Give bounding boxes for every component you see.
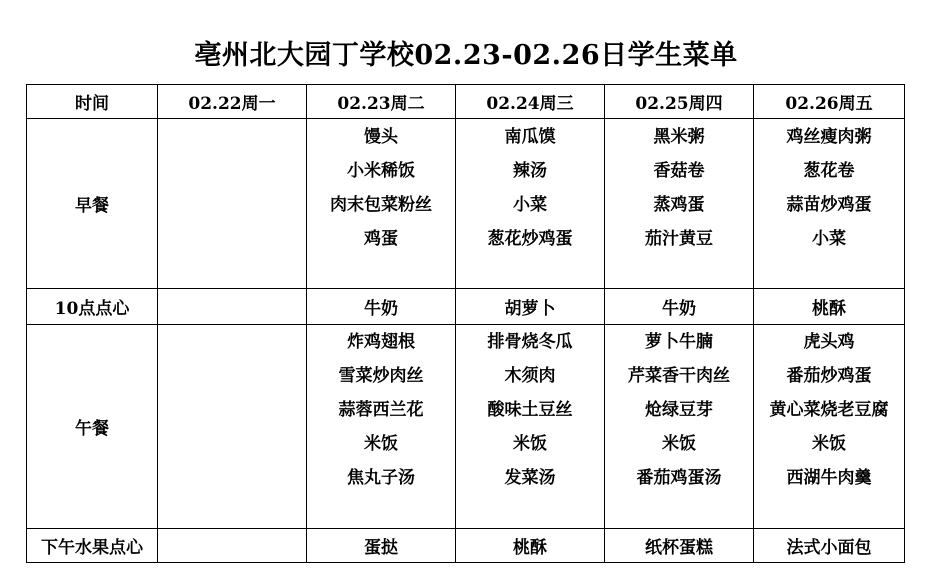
menu-item: 辣汤 (513, 161, 547, 181)
menu-item: 炸鸡翅根 (347, 332, 415, 352)
fruit-thu: 纸杯蛋糕 (605, 529, 754, 563)
header-wed: 02.24周三 (456, 85, 605, 119)
menu-item: 米饭 (662, 434, 696, 454)
header-time: 时间 (27, 85, 158, 119)
fruit-tue: 蛋挞 (307, 529, 456, 563)
menu-item: 萝卜牛腩 (645, 332, 713, 352)
menu-item: 木须肉 (504, 366, 556, 386)
menu-item: 雪菜炒肉丝 (338, 366, 424, 386)
menu-item: 西湖牛肉羹 (786, 468, 872, 488)
header-mon: 02.22周一 (158, 85, 307, 119)
menu-item: 芹菜香干肉丝 (628, 366, 730, 386)
menu-item: 馒头 (364, 127, 398, 147)
menu-item: 焦丸子汤 (347, 468, 415, 488)
menu-item: 小米稀饭 (347, 161, 415, 181)
menu-item: 酸味土豆丝 (487, 400, 573, 420)
snack-thu: 牛奶 (605, 289, 754, 325)
lunch-label: 午餐 (27, 325, 158, 529)
breakfast-tue (307, 119, 456, 289)
lunch-thu (605, 325, 754, 529)
fruit-fri: 法式小面包 (754, 529, 905, 563)
menu-item: 葱花卷 (803, 161, 855, 181)
lunch-tue (307, 325, 456, 529)
menu-item: 蒜蓉西兰花 (338, 400, 424, 420)
breakfast-fri (754, 119, 905, 289)
menu-item: 米饭 (513, 434, 547, 454)
menu-item: 肉末包菜粉丝 (330, 195, 432, 215)
menu-item: 黄心菜烧老豆腐 (769, 400, 889, 420)
header-row (27, 85, 905, 119)
lunch-mon (158, 325, 307, 529)
snack-label: 10点点心 (27, 289, 158, 325)
menu-item: 蒸鸡蛋 (653, 195, 705, 215)
snack-mon (158, 289, 307, 325)
breakfast-mon (158, 119, 307, 289)
lunch-row (27, 325, 905, 529)
snack-row (27, 289, 905, 325)
menu-item: 南瓜馍 (504, 127, 556, 147)
menu-table (26, 84, 905, 563)
snack-fri: 桃酥 (754, 289, 905, 325)
fruit-row (27, 529, 905, 563)
menu-item: 葱花炒鸡蛋 (487, 229, 573, 249)
header-tue: 02.23周二 (307, 85, 456, 119)
breakfast-label: 早餐 (27, 119, 158, 289)
menu-item: 米饭 (812, 434, 846, 454)
menu-item: 蒜苗炒鸡蛋 (786, 195, 872, 215)
header-fri: 02.26周五 (754, 85, 905, 119)
lunch-fri (754, 325, 905, 529)
fruit-wed: 桃酥 (456, 529, 605, 563)
menu-item: 香菇卷 (653, 161, 705, 181)
snack-tue: 牛奶 (307, 289, 456, 325)
header-thu: 02.25周四 (605, 85, 754, 119)
menu-item: 鸡丝瘦肉粥 (786, 127, 872, 147)
breakfast-row (27, 119, 905, 289)
fruit-label: 下午水果点心 (27, 529, 158, 563)
menu-item: 虎头鸡 (803, 332, 855, 352)
fruit-mon (158, 529, 307, 563)
menu-item: 小菜 (812, 229, 846, 249)
menu-item: 小菜 (513, 195, 547, 215)
snack-wed: 胡萝卜 (456, 289, 605, 325)
menu-item: 番茄鸡蛋汤 (636, 468, 722, 488)
menu-item: 番茄炒鸡蛋 (786, 366, 872, 386)
menu-item: 排骨烧冬瓜 (487, 332, 573, 352)
menu-item: 茄汁黄豆 (645, 229, 713, 249)
breakfast-wed (456, 119, 605, 289)
lunch-wed (456, 325, 605, 529)
breakfast-thu (605, 119, 754, 289)
page-title: 亳州北大园丁学校02.23-02.26日学生菜单 (194, 40, 738, 71)
menu-item: 炝绿豆芽 (645, 400, 713, 420)
menu-item: 鸡蛋 (364, 229, 398, 249)
menu-item: 米饭 (364, 434, 398, 454)
menu-item: 发菜汤 (504, 468, 556, 488)
menu-item: 黑米粥 (653, 127, 705, 147)
